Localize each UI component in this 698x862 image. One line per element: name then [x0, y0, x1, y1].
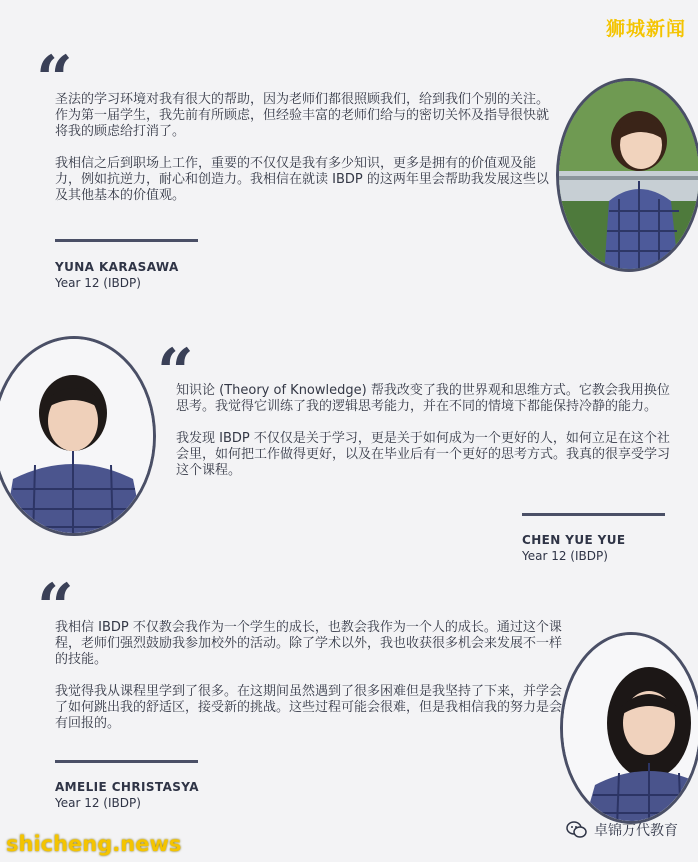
- divider-line: [522, 513, 665, 516]
- student-name: YUNA KARASAWA: [55, 260, 179, 274]
- student-year: Year 12 (IBDP): [55, 276, 141, 290]
- student-photo: [556, 78, 698, 272]
- testimonial-paragraph: 圣法的学习环境对我有很大的帮助，因为老师们都很照顾我们，给到我们个别的关注。作为第一届学生，我先前有所顾虑，但经验丰富的老师们给与的密切关怀及指导很快就将我的顾虑给打消了。: [55, 92, 550, 139]
- student-photo: [0, 336, 156, 536]
- student-year: Year 12 (IBDP): [55, 796, 141, 810]
- wechat-icon: [566, 821, 588, 839]
- student-name: CHEN YUE YUE: [522, 533, 626, 547]
- student-year: Year 12 (IBDP): [522, 549, 608, 563]
- testimonial-paragraph: 我觉得我从课程里学到了很多。在这期间虽然遇到了很多困难但是我坚持了下来，并学会了如何跳出我的舒适区，接受新的挑战。这些过程可能会很难，但是我相信我的努力是会有回报的。: [55, 684, 563, 731]
- divider-line: [55, 239, 198, 242]
- testimonial-text: [55, 92, 555, 220]
- testimonial-paragraph: 我相信之后到职场上工作，重要的不仅仅是我有多少知识，更多是拥有的价值观及能力，例如抗逆力，耐心和创造力。我相信在就读 IBDP 的这两年里会帮助我发展这些以及其他基本的价值观。: [55, 156, 549, 203]
- student-photo-image: [563, 635, 698, 824]
- testimonial-text: [55, 620, 573, 748]
- quote-icon: “: [157, 335, 194, 410]
- quote-icon: “: [37, 570, 74, 645]
- footer-account-name: 卓锦万代教育: [594, 823, 678, 839]
- watermark-top: 狮城新闻: [605, 18, 686, 40]
- divider-line: [55, 760, 198, 763]
- testimonial-paragraph: 我相信 IBDP 不仅教会我作为一个学生的成长，也教会我作为一个人的成长。通过这个课程，老师们强烈鼓励我参加校外的活动。除了学术以外，我也收获很多机会来发展不一样的技能。: [55, 620, 563, 667]
- footer-account: [566, 820, 678, 840]
- student-photo-image: [0, 339, 156, 536]
- student-photo-image: [559, 81, 698, 272]
- testimonial-text: [176, 383, 678, 495]
- footer-site-watermark: shicheng.news: [6, 832, 182, 856]
- student-name: AMELIE CHRISTASYA: [55, 780, 199, 794]
- testimonial-paragraph: 我发现 IBDP 不仅仅是关于学习，更是关于如何成为一个更好的人，如何立足在这个社会里，如何把工作做得更好，以及在毕业后有一个更好的思考方式。我真的很享受学习这个课程。: [176, 431, 671, 478]
- quote-icon: “: [36, 42, 73, 117]
- student-photo: [560, 632, 698, 824]
- testimonial-paragraph: 知识论 (Theory of Knowledge) 帮我改变了我的世界观和思维方式。它教会我用换位思考。我觉得它训练了我的逻辑思考能力，并在不同的情境下都能保持冷静的能力。: [176, 383, 670, 414]
